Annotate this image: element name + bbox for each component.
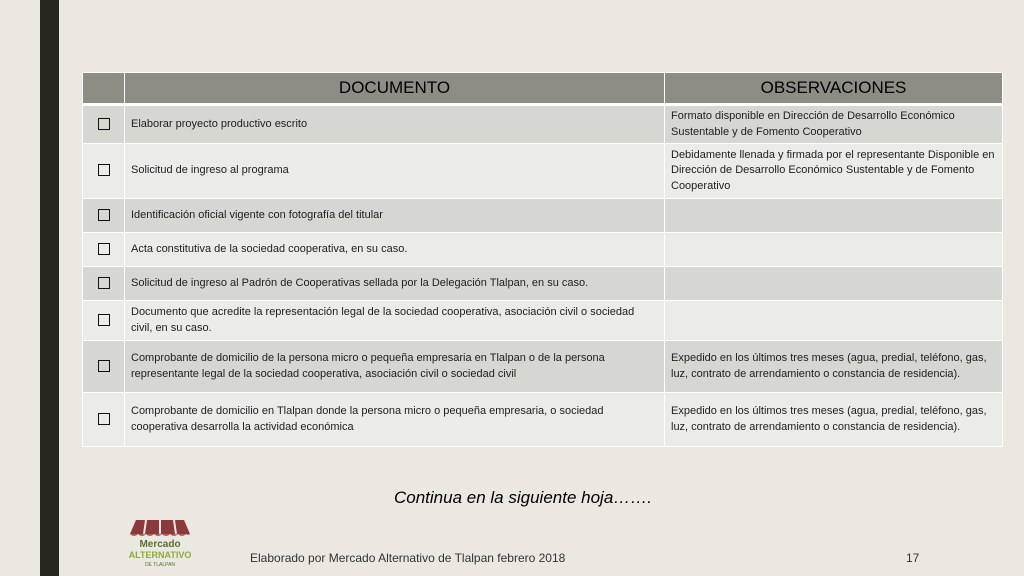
logo-awning-edge <box>130 534 190 536</box>
observaciones-cell: Debidamente llenada y firmada por el representante Disponible en Dirección de Desarrollo Económico Sustentable y de Fomento Cooperativo <box>665 144 1003 199</box>
check-cell[interactable] <box>83 199 125 233</box>
documento-cell: Solicitud de ingreso al Padrón de Cooperativas sellada por la Delegación Tlalpan, en su caso. <box>125 267 665 301</box>
page-number: 17 <box>906 551 920 565</box>
observaciones-cell: Formato disponible en Dirección de Desarrollo Económico Sustentable y de Fomento Cooperativo <box>665 105 1003 144</box>
header-documento: DOCUMENTO <box>125 73 665 105</box>
footer-text: Elaborado por Mercado Alternativo de Tlalpan febrero 2018 <box>250 551 566 565</box>
check-cell[interactable] <box>83 233 125 267</box>
check-cell[interactable] <box>83 144 125 199</box>
header-check <box>83 73 125 105</box>
check-cell[interactable] <box>83 267 125 301</box>
check-cell[interactable] <box>83 393 125 447</box>
documento-cell: Comprobante de domicilio en Tlalpan donde la persona micro o pequeña empresaria, o sociedad cooperativa desarrolla la actividad económica <box>125 393 665 447</box>
header-observaciones: OBSERVACIONES <box>665 73 1003 105</box>
check-cell[interactable] <box>83 301 125 341</box>
table-row <box>83 393 1003 447</box>
check-cell[interactable] <box>83 341 125 393</box>
documento-cell: Elaborar proyecto productivo escrito <box>125 105 665 144</box>
continue-note: Continua en la siguiente hoja……. <box>394 488 652 507</box>
observaciones-cell <box>665 301 1003 341</box>
table-row <box>83 199 1003 233</box>
checkbox-icon[interactable] <box>98 360 110 372</box>
table-row <box>83 233 1003 267</box>
logo-text-line2: ALTERNATIVO <box>128 550 192 560</box>
documento-cell: Acta constitutiva de la sociedad cooperativa, en su caso. <box>125 233 665 267</box>
logo-text-line3: DE TLALPAN <box>144 562 176 568</box>
table-row <box>83 341 1003 393</box>
observaciones-cell: Expedido en los últimos tres meses (agua, predial, teléfono, gas, luz, contrato de arrendamiento o constancia de residencia). <box>665 341 1003 393</box>
mercado-alternativo-logo <box>124 514 196 570</box>
checkbox-icon[interactable] <box>98 314 110 326</box>
checkbox-icon[interactable] <box>98 164 110 176</box>
observaciones-cell <box>665 233 1003 267</box>
check-cell[interactable] <box>83 105 125 144</box>
documento-cell: Comprobante de domicilio de la persona micro o pequeña empresaria en Tlalpan o de la persona representante legal de la sociedad cooperativa, asociación civil o sociedad civil <box>125 341 665 393</box>
checkbox-icon[interactable] <box>98 209 110 221</box>
table-header-row <box>83 73 1003 105</box>
observaciones-cell <box>665 199 1003 233</box>
checkbox-icon[interactable] <box>98 243 110 255</box>
observaciones-cell: Expedido en los últimos tres meses (agua, predial, teléfono, gas, luz, contrato de arrendamiento o constancia de residencia). <box>665 393 1003 447</box>
table-row <box>83 105 1003 144</box>
table-row <box>83 144 1003 199</box>
table-row <box>83 267 1003 301</box>
documento-cell: Identificación oficial vigente con fotografía del titular <box>125 199 665 233</box>
documento-cell: Documento que acredite la representación legal de la sociedad cooperativa, asociación civil o sociedad civil, en su caso. <box>125 301 665 341</box>
documento-cell: Solicitud de ingreso al programa <box>125 144 665 199</box>
checkbox-icon[interactable] <box>98 118 110 130</box>
checkbox-icon[interactable] <box>98 413 110 425</box>
table-row <box>83 301 1003 341</box>
left-accent-bar <box>40 0 59 576</box>
documents-table <box>82 72 1003 447</box>
checkbox-icon[interactable] <box>98 277 110 289</box>
observaciones-cell <box>665 267 1003 301</box>
logo-text-line1: Mercado <box>139 539 181 550</box>
